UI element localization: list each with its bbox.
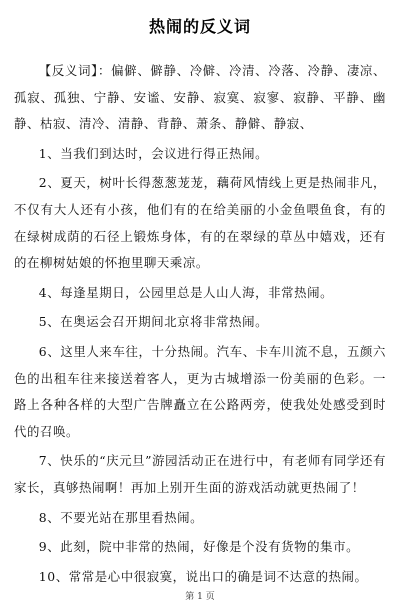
example-sentence: 9、此刻，院中非常的热闹，好像是个没有货物的集市。 [38,539,360,555]
example-sentence: 7、快乐的“庆元旦”游园活动正在进行中，有老师有同学还有家长，真够热闹啊！再加上别开生面的游戏活动就更热闹了！ [14,453,386,495]
document-body [14,58,386,593]
example-sentence: 1、当我们到达时，会议进行得正热闹。 [38,145,269,161]
example-sentence: 10、常常是心中很寂寞，说出口的确是词不达意的热闹。 [38,568,368,584]
example-sentence: 4、每逢星期日，公园里总是人山人海，非常热闹。 [38,284,334,300]
antonym-list: 【反义词】：偏僻、僻静、冷僻、冷清、冷落、冷静、凄凉、孤寂、孤独、宁静、安谧、安静、寂寞、寂寥、寂静、平静、幽静、枯寂、清冷、清静、背静、萧条、静僻、静寂、 [14,63,386,132]
example-sentence: 5、在奥运会召开期间北京将非常热闹。 [38,314,269,330]
page-title: 热闹的反义词 [148,17,251,36]
example-sentence: 2、夏天，树叶长得葱葱茏茏，藕荷风情线上更是热闹非凡，不仅有大人还有小孩，他们有的在给美丽的小金鱼喂鱼食，有的在绿树成荫的石径上锻炼身体，有的在翠绿的草丛中嬉戏，还有的在柳树姑娘的怀抱里聊天乘凉。 [14,175,386,271]
example-sentence: 6、这里人来车往，十分热闹。汽车、卡车川流不息，五颜六色的出租车往来接送着客人，更为古城增添一份美丽的色彩。一路上各种各样的大型广告牌矗立在公路两旁，使我处处感受到时代的召唤。 [14,343,386,439]
example-sentence: 8、不要光站在那里看热闹。 [38,509,204,525]
page-number: 第 1 页 [185,592,215,602]
